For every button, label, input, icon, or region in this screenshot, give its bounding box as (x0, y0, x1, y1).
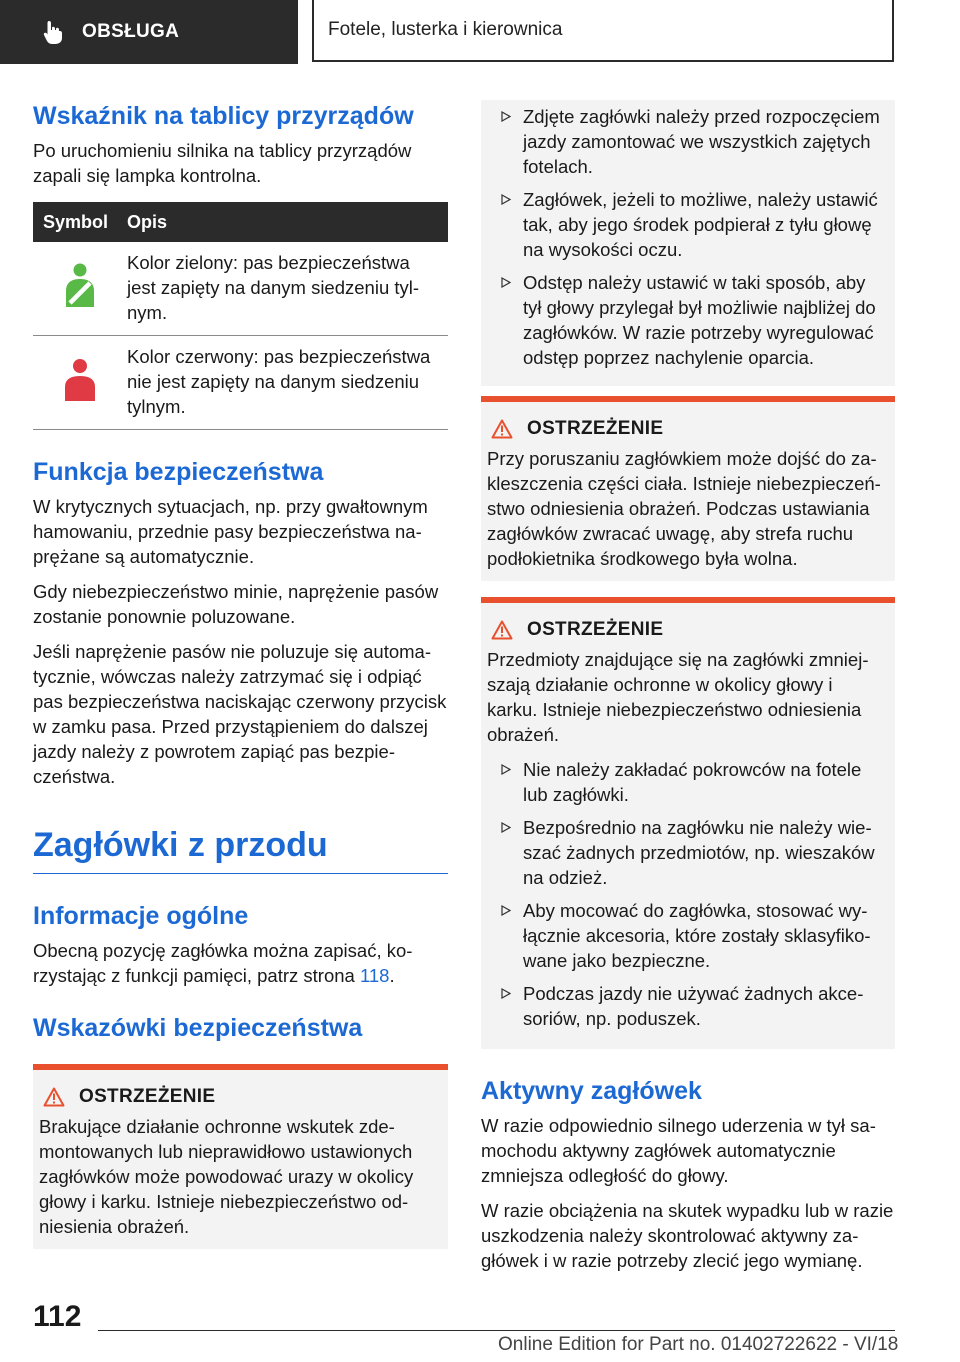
warning-triangle-icon (491, 620, 513, 640)
active-headrest-heading: Aktywny zagłówek (481, 1077, 702, 1105)
chapter-title: Fotele, lusterka i kierownica (328, 19, 563, 40)
paragraph: Gdy niebezpieczeństwo minie, naprężenie pasów zostanie ponownie poluzowane. (33, 581, 439, 627)
row-description: Kolor zielony: pas bezpieczeństwa jest zapięty na danym siedzeniu tylnym. (127, 242, 448, 336)
symbol-table (33, 202, 448, 430)
general-info-heading: Informacje ogólne (33, 902, 249, 930)
paragraph: W krytycznych sytuacjach, np. przy gwałtownym hamowaniu, przednie pasy bezpieczeństwa naprężane są automatycznie. (33, 496, 428, 567)
warning-text: Przy poruszaniu zagłówkiem może dojść do zakleszczenia części ciała. Istnieje niebezpieczeństwo odniesienia obrażeń. Podczas ustawiania zagłówków zwracać uwagę, aby strefa ruchu podłokietnika środkowego była wolna. (487, 448, 881, 569)
table-row (33, 242, 448, 336)
general-info-text: Obecną pozycję zagłówka można zapisać, korzystając z funkcji pamięci, patrz strona 118. (33, 940, 413, 986)
list-item: Aby mocować do zagłówka, stosować wyłącznie akcesoria, które zostały sklasyfikowane jako bezpieczne. (487, 898, 887, 973)
section-title: OBSŁUGA (82, 21, 180, 42)
list-item: Nie należy zakładać pokrowców na fotele lub zagłówki. (487, 757, 887, 807)
warning-text: Przedmioty znajdujące się na zagłówki zmniejszają działanie ochronne w okolicy głowy i karku. Istnieje niebezpieczeństwo odniesienia obrażeń. (487, 649, 869, 745)
page-number: 112 (33, 1300, 82, 1333)
table-header-symbol: Symbol (33, 202, 127, 242)
bullet-list (487, 757, 887, 1031)
triangle-bullet-icon (501, 988, 511, 999)
footer-divider (98, 1330, 895, 1331)
safety-function-heading: Funkcja bezpieczeństwa (33, 458, 324, 486)
warning-box (481, 597, 895, 1049)
paragraph: W razie odpowiednio silnego uderzenia w tył samochodu aktywny zagłówek automatycznie zmniejsza odległość do głowy. (481, 1115, 876, 1186)
triangle-bullet-icon (501, 905, 511, 916)
list-item: Odstęp należy ustawić w taki sposób, aby tył głowy przylegał był możliwie najbliżej do zagłówków. W razie potrzeby wyregulować odstęp poprzez nachylenie oparcia. (487, 270, 885, 370)
safety-tips-heading: Wskazówki bezpieczeństwa (33, 1014, 363, 1042)
headrests-heading-wrap (33, 823, 448, 874)
table-header-description: Opis (127, 202, 448, 242)
bullet-list (487, 104, 885, 370)
warning-text: Brakujące działanie ochronne wskutek zdemontowanych lub nieprawidłowo ustawionych zagłówków może powodować urazy w okolicy głowy i karku. Istnieje niebezpieczeństwo odniesienia obrażeń. (39, 1116, 414, 1237)
chapter-header (312, 0, 894, 62)
bullet-box (481, 100, 895, 386)
warning-label: OSTRZEŻENIE (79, 1086, 216, 1107)
paragraph: W razie obciążenia na skutek wypadku lub w razie uszkodzenia należy skontrolować aktywny zagłówek i w razie potrzeby zlecić jego wymianę. (481, 1200, 894, 1271)
red-seat-icon (60, 357, 100, 403)
left-column (33, 100, 448, 1249)
list-item: Bezpośrednio na zagłówku nie należy wieszać żadnych przedmiotów, np. wieszaków na odzież. (487, 815, 887, 890)
triangle-bullet-icon (501, 194, 511, 205)
warning-label: OSTRZEŻENIE (527, 418, 664, 439)
triangle-bullet-icon (501, 822, 511, 833)
page-link[interactable]: 118 (359, 965, 390, 986)
section-header (0, 0, 298, 64)
list-item: Podczas jazdy nie używać żadnych akcesoriów, np. poduszek. (487, 981, 887, 1031)
edition-note: Online Edition for Part no. 01402722622 - VI/18 (498, 1334, 899, 1355)
warning-triangle-icon (491, 419, 513, 439)
green-seatbelt-icon (60, 263, 100, 309)
warning-triangle-icon (43, 1087, 65, 1107)
hand-icon (40, 19, 66, 45)
list-item: Zagłówek, jeżeli to możliwe, należy ustawić tak, aby jego środek podpierał z tyłu głowę na wysokości oczu. (487, 187, 885, 262)
warning-box (33, 1064, 448, 1249)
right-column (481, 100, 895, 1283)
headrests-heading: Zagłówki z przodu (33, 826, 328, 864)
list-item: Zdjęte zagłówki należy przed rozpoczęciem jazdy zamontować we wszystkich zajętych fotelach. (487, 104, 885, 179)
triangle-bullet-icon (501, 277, 511, 288)
indicator-heading: Wskaźnik na tablicy przyrządów (33, 102, 414, 130)
warning-box (481, 396, 895, 581)
indicator-text: Po uruchomieniu silnika na tablicy przyrządów zapali się lampka kontrolna. (33, 140, 412, 186)
triangle-bullet-icon (501, 111, 511, 122)
warning-label: OSTRZEŻENIE (527, 619, 664, 640)
triangle-bullet-icon (501, 764, 511, 775)
table-row (33, 336, 448, 430)
paragraph: Jeśli naprężenie pasów nie poluzuje się automatycznie, wówczas należy zatrzymać się i odpiąć pas bezpieczeństwa naciskając czerwony przycisk w zamku pasa. Przed przystąpieniem do dalszej jazdy należy z powrotem zapiąć pas bezpieczeństwa. (33, 641, 447, 787)
row-description: Kolor czerwony: pas bezpieczeństwa nie jest zapięty na danym siedzeniu tylnym. (127, 336, 448, 430)
